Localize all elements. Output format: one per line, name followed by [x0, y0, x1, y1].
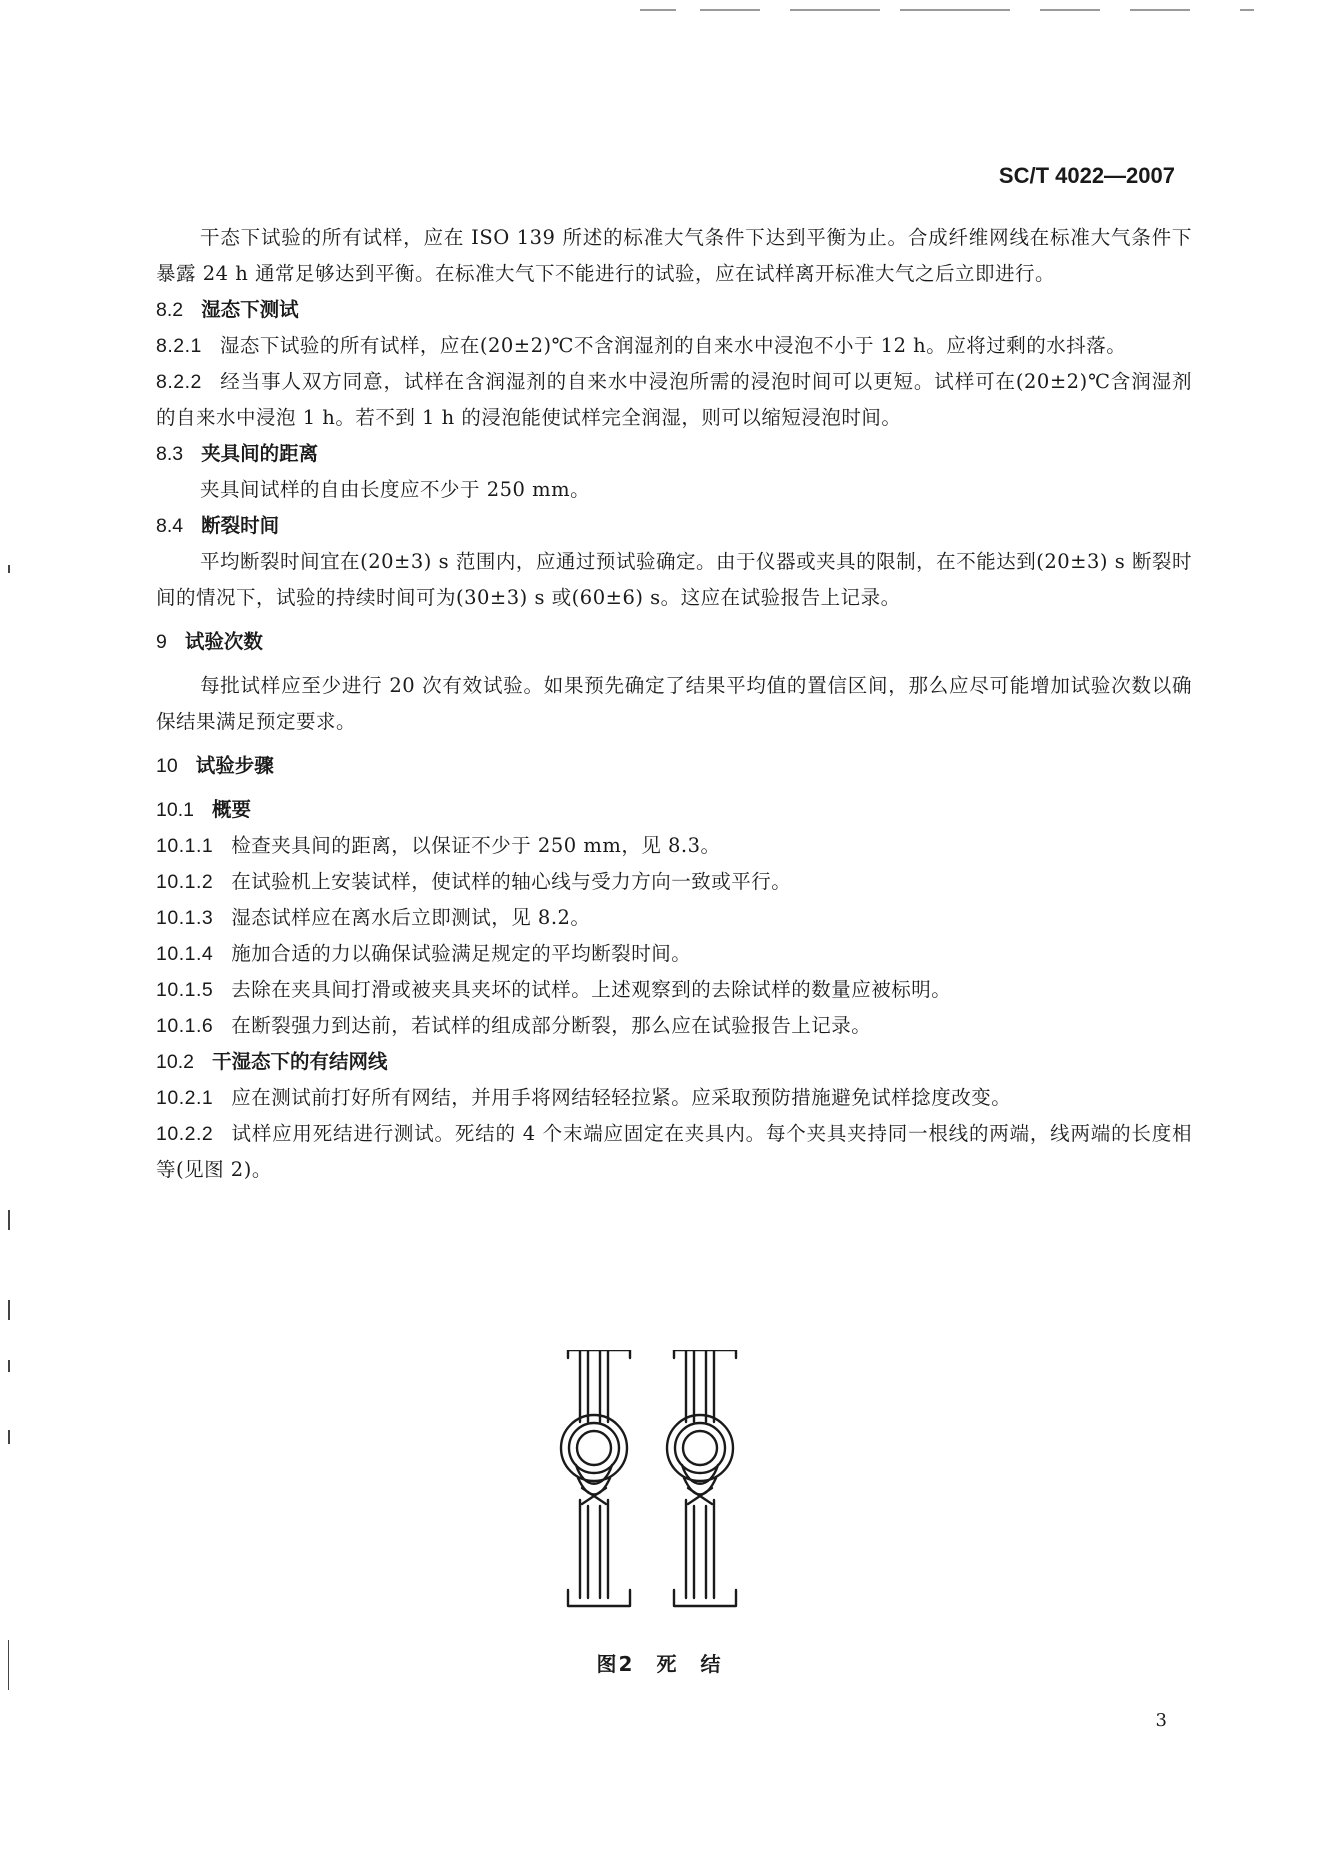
figure-2: [548, 1350, 788, 1634]
clause-number: 10.1.1: [156, 835, 214, 857]
clause-text: 湿态下试验的所有试样，应在(20±2)℃不含润湿剂的自来水中浸泡不小于 12 h。应将过剩的水抖落。: [219, 334, 1127, 357]
reef-knot-icon: [548, 1350, 788, 1630]
clause-number: 10.2.1: [156, 1087, 214, 1109]
margin-mark: [8, 1300, 10, 1320]
margin-mark: [8, 1360, 10, 1372]
section-8-4-text: 平均断裂时间宜在(20±3) s 范围内，应通过预试验确定。由于仪器或夹具的限制，在不能达到(20±3) s 断裂时间的情况下，试验的持续时间可为(30±3) s 或(60±6) s。这应在试验报告上记录。: [156, 550, 1192, 609]
figure-caption: 图2 死 结: [596, 1652, 723, 1676]
section-number: 10.1: [156, 799, 194, 821]
section-8-3-text: 夹具间试样的自由长度应不少于 250 mm。: [200, 478, 591, 501]
clause-text: 检查夹具间的距离，以保证不少于 250 mm，见 8.3。: [231, 834, 721, 857]
section-title: 干湿态下的有结网线: [211, 1051, 388, 1073]
section-10-heading: [156, 748, 1192, 784]
clause-text: 经当事人双方同意，试样在含润湿剂的自来水中浸泡所需的浸泡时间可以更短。试样可在(20±2)℃含润湿剂的自来水中浸泡 1 h。若不到 1 h 的浸泡能使试样完全润湿，则可以缩短浸泡时间。: [156, 370, 1192, 429]
clause-number: 10.1.5: [156, 979, 214, 1001]
section-title: 试验次数: [184, 631, 263, 653]
clause-8-2-1: [156, 328, 1192, 364]
scan-artifact: [900, 9, 1010, 11]
clause-10-2-1: [156, 1080, 1192, 1116]
clause-number: 8.2.2: [156, 371, 202, 393]
clause-number: 10.1.6: [156, 1015, 214, 1037]
clause-text: 在断裂强力到达前，若试样的组成部分断裂，那么应在试验报告上记录。: [231, 1014, 872, 1037]
standard-id: SC/T 4022—2007: [998, 163, 1175, 188]
clause-number: 10.2.2: [156, 1123, 214, 1145]
section-8-2-heading: [156, 292, 1192, 328]
section-10-1-heading: [156, 792, 1192, 828]
section-title: 夹具间的距离: [201, 443, 319, 465]
section-number: 9: [156, 631, 167, 653]
scan-artifact: [640, 9, 676, 11]
clause-text: 在试验机上安装试样，使试样的轴心线与受力方向一致或平行。: [231, 870, 792, 893]
section-number: 10.2: [156, 1051, 194, 1073]
right-specimen: [667, 1350, 736, 1606]
section-title: 试验步骤: [195, 755, 274, 777]
clause-text: 湿态试样应在离水后立即测试，见 8.2。: [231, 906, 591, 929]
clause-10-1-6: [156, 1008, 1192, 1044]
section-8-4-heading: [156, 508, 1192, 544]
left-specimen: [561, 1350, 630, 1606]
scan-artifact: [1240, 9, 1254, 11]
clause-text: 施加合适的力以确保试验满足规定的平均断裂时间。: [231, 942, 692, 965]
page-number: 3: [1155, 1710, 1167, 1731]
clause-10-1-4: [156, 936, 1192, 972]
clause-text: 应在测试前打好所有网结，并用手将网结轻轻拉紧。应采取预防措施避免试样捻度改变。: [231, 1086, 1012, 1109]
margin-mark: [8, 565, 10, 573]
section-title: 断裂时间: [201, 515, 280, 537]
clause-8-2-2: [156, 364, 1192, 436]
section-9-text: 每批试样应至少进行 20 次有效试验。如果预先确定了结果平均值的置信区间，那么应尽可能增加试验次数以确保结果满足预定要求。: [156, 674, 1192, 733]
margin-mark: [8, 1210, 10, 1230]
clause-10-1-3: [156, 900, 1192, 936]
clause-text: 去除在夹具间打滑或被夹具夹坏的试样。上述观察到的去除试样的数量应被标明。: [231, 978, 952, 1001]
clause-number: 10.1.2: [156, 871, 214, 893]
clause-10-2-2: [156, 1116, 1192, 1188]
scan-artifact: [1040, 9, 1100, 11]
section-8-3-heading: [156, 436, 1192, 472]
section-9-heading: [156, 624, 1192, 660]
clause-10-1-1: [156, 828, 1192, 864]
scan-artifact: [700, 9, 760, 11]
scan-artifact: [790, 9, 880, 11]
clause-number: 8.2.1: [156, 335, 202, 357]
section-title: 概要: [211, 799, 251, 821]
section-title: 湿态下测试: [201, 299, 299, 321]
clause-10-1-5: [156, 972, 1192, 1008]
margin-mark: [8, 1430, 10, 1444]
clause-10-1-2: [156, 864, 1192, 900]
scan-artifact: [1130, 9, 1190, 11]
section-number: 8.2: [156, 299, 184, 321]
clause-number: 10.1.3: [156, 907, 214, 929]
section-number: 8.3: [156, 443, 184, 465]
section-number: 10: [156, 755, 178, 777]
clause-text: 试样应用死结进行测试。死结的 4 个末端应固定在夹具内。每个夹具夹持同一根线的两端，线两端的长度相等(见图 2)。: [156, 1122, 1192, 1181]
clause-number: 10.1.4: [156, 943, 214, 965]
section-10-2-heading: [156, 1044, 1192, 1080]
document-body: [156, 220, 1192, 1188]
intro-paragraph: 干态下试验的所有试样，应在 ISO 139 所述的标准大气条件下达到平衡为止。合成纤维网线在标准大气条件下暴露 24 h 通常足够达到平衡。在标准大气下不能进行的试验，应在试样离开标准大气之后立即进行。: [156, 226, 1192, 285]
section-number: 8.4: [156, 515, 184, 537]
